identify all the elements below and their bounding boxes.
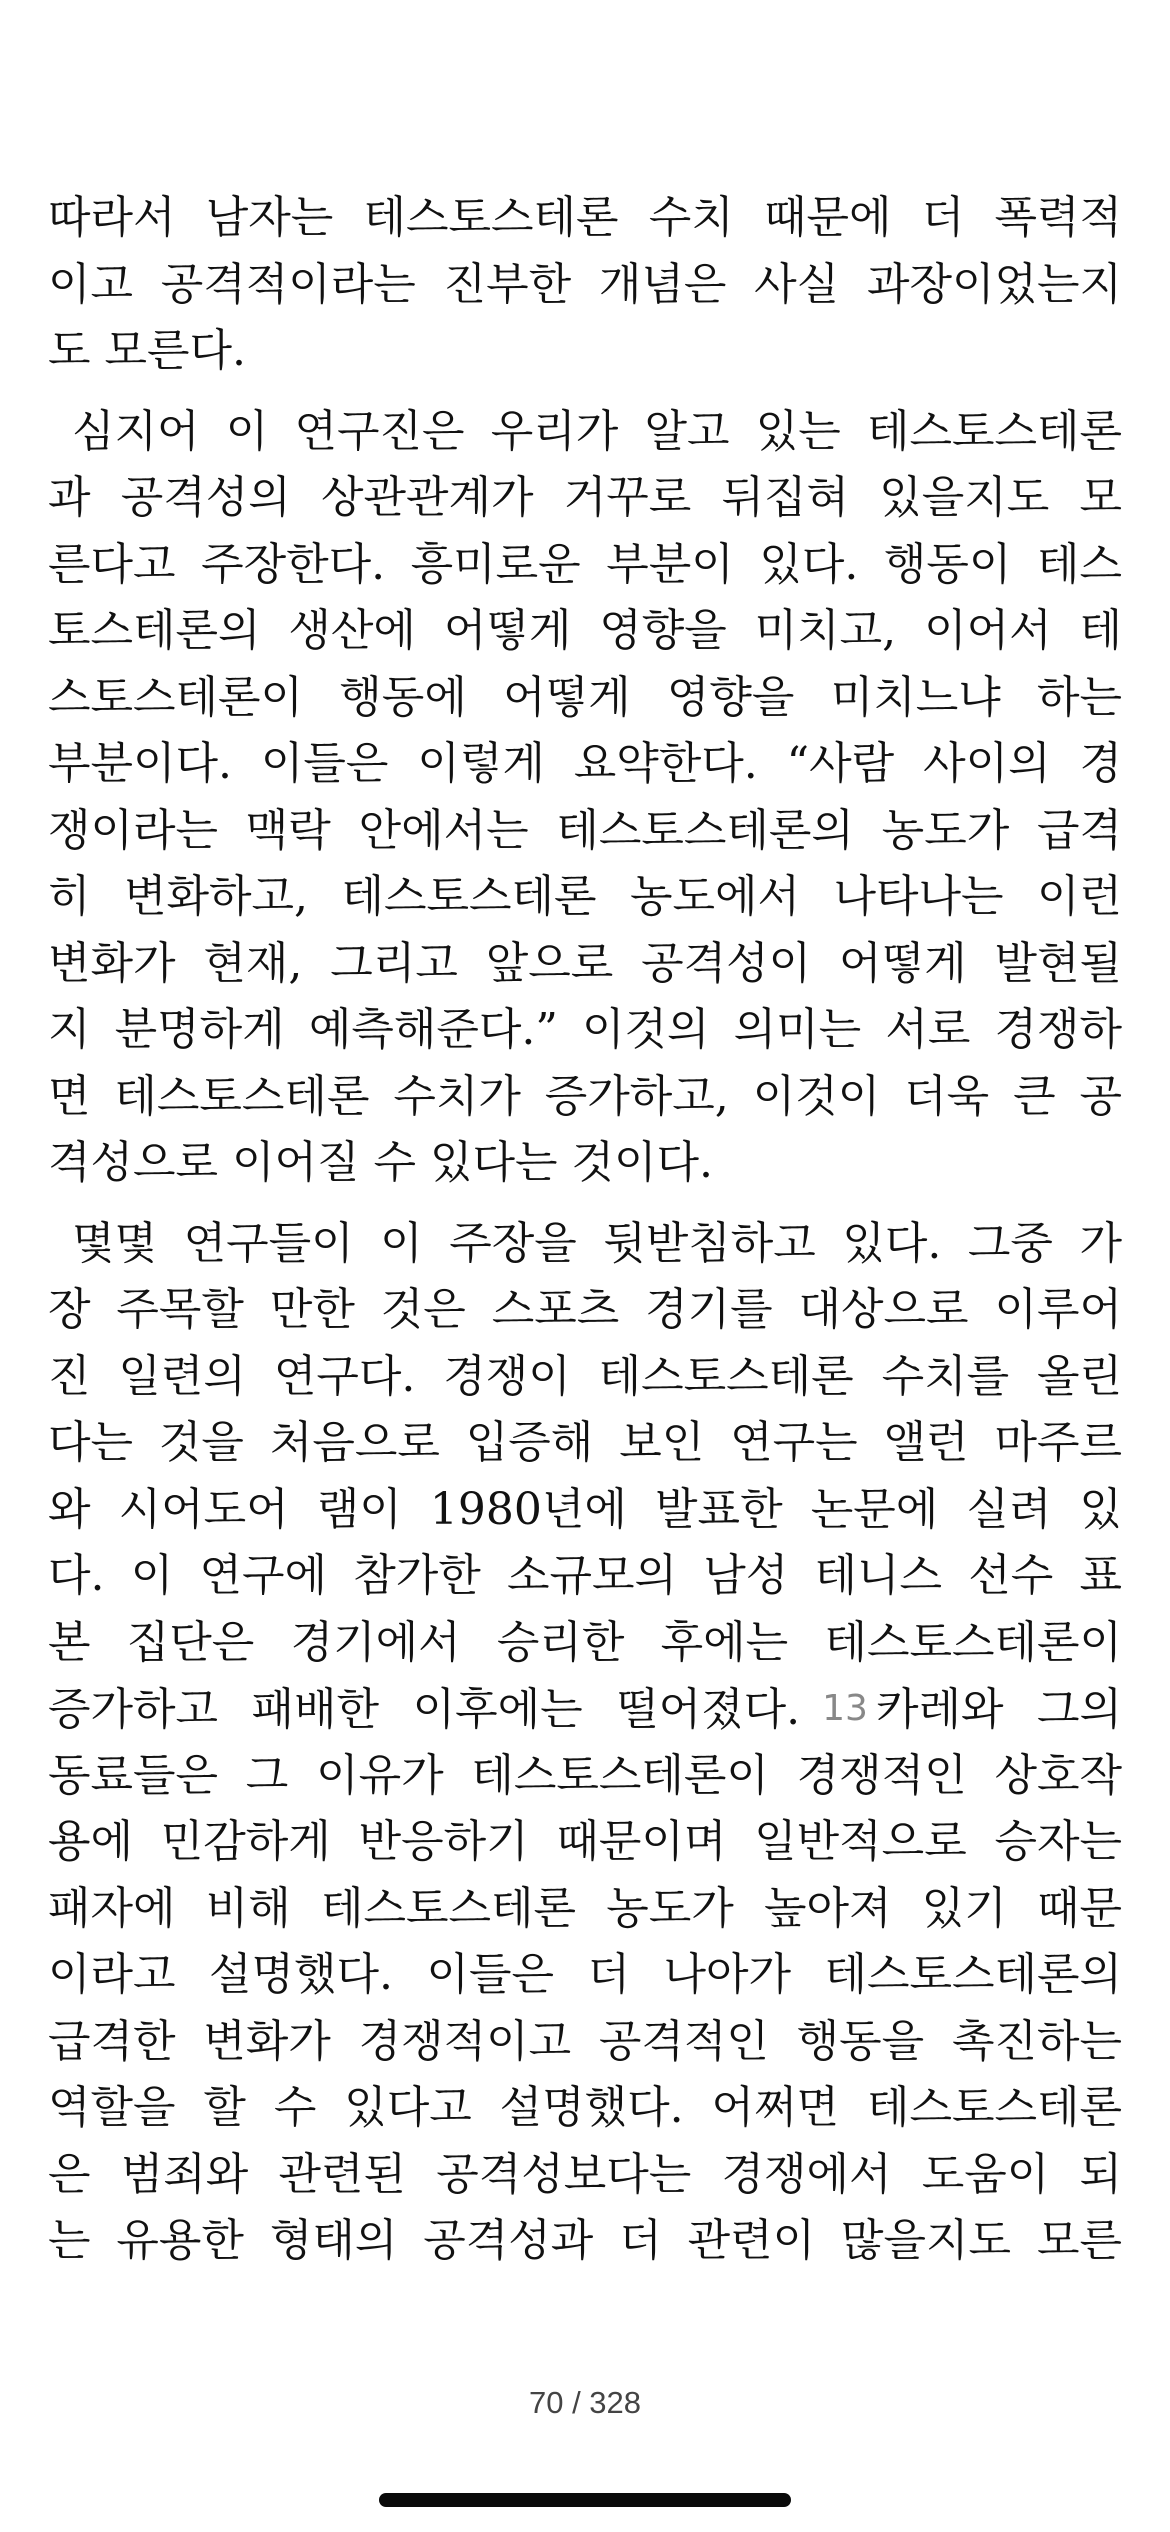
- paragraph: [48, 185, 1122, 385]
- text-line: 진 일련의 연구다. 경쟁이 테스토스테론 수치를 올린: [48, 1350, 1122, 1402]
- paragraph: [48, 399, 1122, 1197]
- text-line: 른다고 주장한다. 흥미로운 부분이 있다. 행동이 테스: [48, 538, 1122, 590]
- text-line-content: 몇몇 연구들이 이 주장을 뒷받침하고 있다. 그중 가: [72, 1217, 1122, 1269]
- text-line: [48, 399, 1122, 466]
- text-line: 급격한 변화가 경쟁적이고 공격적인 행동을 촉진하는: [48, 2015, 1122, 2067]
- text-line-with-footnote: [48, 1676, 1122, 1743]
- text-line: 다. 이 연구에 참가한 소규모의 남성 테니스 선수 표: [48, 1550, 1122, 1601]
- text-line: 용에 민감하게 반응하기 때문이며 일반적으로 승자는: [48, 1816, 1122, 1867]
- text-line: 따라서 남자는 테스토스테론 수치 때문에 더 폭력적: [48, 192, 1122, 243]
- text-line: 격성으로 이어질 수 있다는 것이다.: [48, 1137, 713, 1188]
- text-line: 이라고 설명했다. 이들은 더 나아가 테스토스테론의: [48, 1949, 1122, 2000]
- text-line: 지 분명하게 예측해준다.” 이것의 의미는 서로 경쟁하: [48, 1004, 1122, 1055]
- text-line: 이고 공격적이라는 진부한 개념은 사실 과장이었는지: [48, 258, 1122, 310]
- text-line: 은 범죄와 관련된 공격성보다는 경쟁에서 도움이 되: [48, 2148, 1122, 2200]
- text-line: 와 시어도어 램이 1980년에 발표한 논문에 실려 있: [48, 1483, 1122, 1535]
- text-line: 동료들은 그 이유가 테스토스테론이 경쟁적인 상호작: [48, 1749, 1122, 1801]
- paragraph-gap: [48, 385, 1122, 399]
- text-line: 는 유용한 형태의 공격성과 더 관련이 많을지도 모른: [48, 2215, 1122, 2266]
- text-line: 토스테론의 생산에 어떻게 영향을 미치고, 이어서 테: [48, 605, 1122, 656]
- text-line: 부분이다. 이들은 이렇게 요약한다. “사람 사이의 경: [48, 738, 1122, 789]
- text-line: 다는 것을 처음으로 입증해 보인 연구는 앨런 마주르: [48, 1417, 1122, 1468]
- text-line: 쟁이라는 맥락 안에서는 테스토스테론의 농도가 급격: [48, 804, 1122, 856]
- text-line-content: 심지어 이 연구진은 우리가 알고 있는 테스토스테론: [72, 405, 1122, 457]
- text-line: 스토스테론이 행동에 어떻게 영향을 미치느냐 하는: [48, 671, 1122, 723]
- page-indicator: 70 / 328: [528, 2385, 642, 2420]
- text-line: 패자에 비해 테스토스테론 농도가 높아져 있기 때문: [48, 1882, 1122, 1934]
- home-indicator[interactable]: [379, 2493, 791, 2507]
- text-line: [48, 1211, 1122, 1278]
- text-line: 변화가 현재, 그리고 앞으로 공격성이 어떻게 발현될: [48, 937, 1122, 989]
- text-line-content: 증가하고 패배한 이후에는 떨어졌다.: [48, 1684, 801, 1735]
- paragraph: [48, 1211, 1122, 2275]
- text-line: 히 변화하고, 테스토스테론 농도에서 나타나는 이런: [48, 871, 1122, 922]
- reading-page[interactable]: [48, 185, 1122, 2275]
- paragraph-gap: [48, 1197, 1122, 1211]
- footnote-link[interactable]: 13: [822, 1688, 868, 1729]
- text-line-content: 카레와 그의: [875, 1684, 1122, 1735]
- text-line: 장 주목할 만한 것은 스포츠 경기를 대상으로 이루어: [48, 1284, 1122, 1335]
- text-line: 면 테스토스테론 수치가 증가하고, 이것이 더욱 큰 공: [48, 1070, 1122, 1122]
- text-line: 역할을 할 수 있다고 설명했다. 어쩌면 테스토스테론: [48, 2082, 1122, 2133]
- text-line: 과 공격성의 상관관계가 거꾸로 뒤집혀 있을지도 모: [48, 472, 1122, 523]
- text-line: 도 모른다.: [48, 325, 246, 376]
- text-line: 본 집단은 경기에서 승리한 후에는 테스토스테론이: [48, 1616, 1122, 1668]
